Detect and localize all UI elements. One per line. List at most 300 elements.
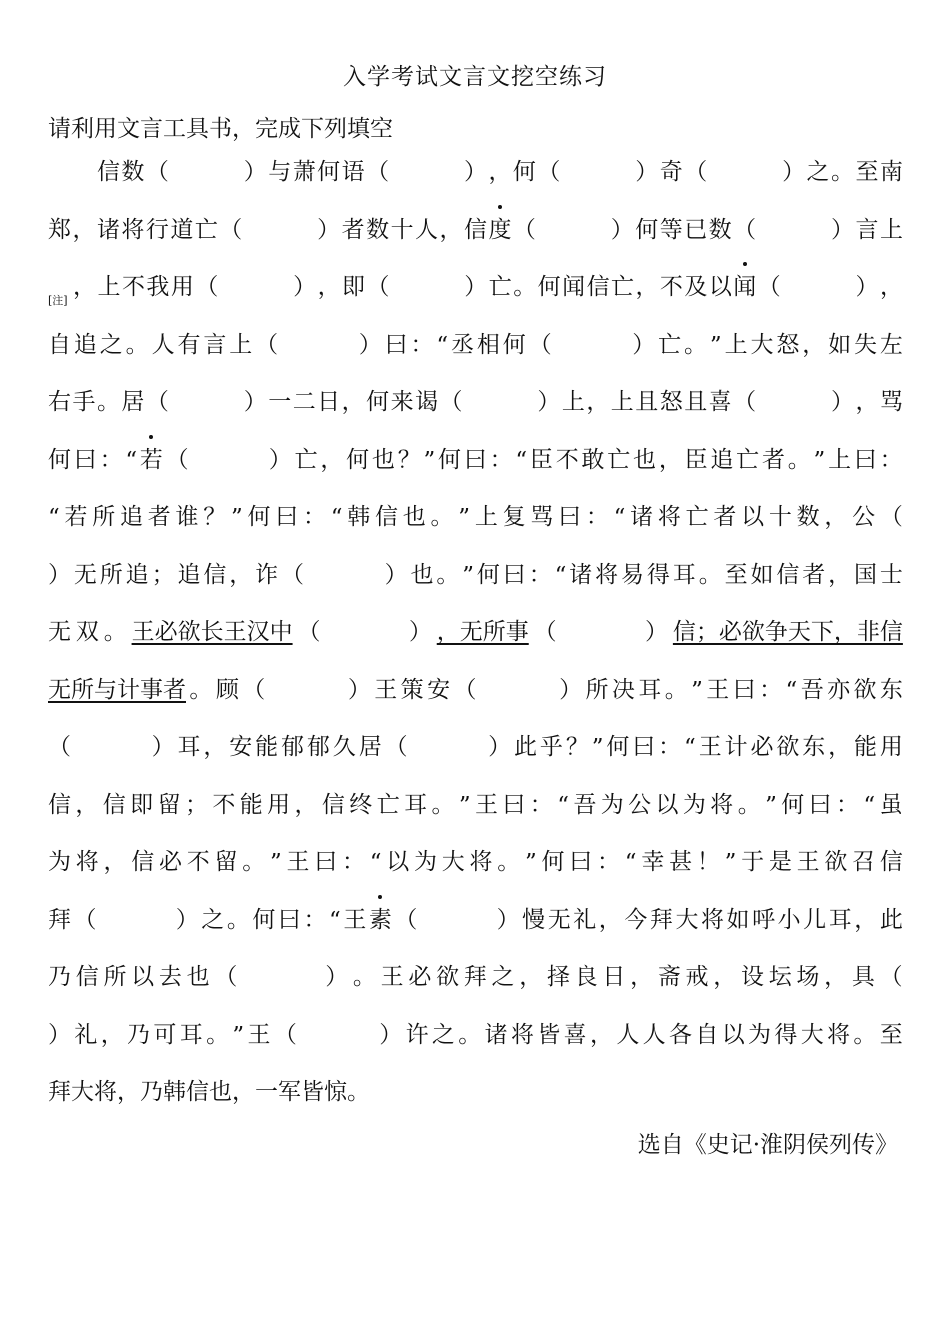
underlined-text: 王必欲长王汉中	[131, 619, 293, 645]
text-char: 何	[317, 159, 341, 185]
text-char: 数	[796, 504, 820, 530]
text-char: “	[330, 505, 343, 531]
text-char	[415, 268, 438, 301]
text-char: 皆	[301, 1079, 324, 1105]
passage-line	[48, 1070, 903, 1106]
text-char: 数	[366, 216, 390, 243]
text-char	[150, 901, 173, 934]
text-char: 萧	[292, 159, 316, 185]
text-char	[440, 268, 463, 301]
text-char: 也	[402, 504, 426, 530]
text-char: ，	[824, 964, 848, 990]
text-char: 良	[574, 964, 598, 990]
text-char	[191, 441, 214, 474]
text-char: 于	[741, 849, 765, 875]
text-char: 语	[341, 159, 365, 185]
text-char: “	[515, 447, 528, 474]
text-char: ！	[696, 849, 720, 875]
text-char	[195, 153, 218, 186]
text-char: 人	[642, 1021, 666, 1048]
text-char	[589, 613, 612, 646]
instruction-text: 请利用文言工具书，完成下列填空	[48, 116, 393, 142]
text-char: 将	[710, 791, 734, 818]
text-char: 士	[879, 561, 903, 588]
text-char: 以	[386, 849, 410, 875]
text-char: 以	[708, 274, 732, 300]
text-char: 将	[595, 561, 619, 588]
text-char: 者	[761, 446, 785, 473]
text-char: 也	[633, 446, 657, 473]
text-char	[126, 728, 149, 761]
passage-line	[48, 438, 903, 474]
text-char: 曰	[275, 504, 299, 530]
text-char	[709, 153, 732, 186]
text-char: 信	[776, 561, 800, 588]
text-char: ，	[439, 216, 463, 243]
text-char: 信	[186, 1079, 209, 1105]
text-char: 信	[321, 791, 345, 818]
text-char: 择	[546, 964, 570, 990]
text-char: 与	[268, 159, 292, 185]
text-char: ？	[397, 446, 421, 473]
text-char: 我	[146, 274, 170, 300]
text-char: ）	[632, 331, 656, 358]
text-char: 无	[73, 561, 97, 588]
text-char: 数	[708, 216, 732, 243]
text-char	[506, 671, 529, 704]
text-char	[100, 728, 123, 761]
text-char: 留	[214, 849, 238, 875]
text-char: 左	[879, 331, 903, 358]
text-char	[580, 326, 603, 359]
text-char: ：	[836, 791, 860, 818]
text-char	[758, 383, 781, 416]
text-char: ：	[879, 446, 903, 473]
text-char: 曰	[314, 849, 338, 875]
passage-line	[48, 495, 903, 531]
text-char	[436, 728, 459, 761]
text-char: 曰	[502, 561, 526, 588]
text-char: “	[125, 447, 138, 474]
text-char: 王	[698, 734, 722, 760]
text-char: 信	[75, 964, 99, 990]
text-char	[555, 326, 578, 359]
text-char: 亡	[658, 331, 682, 358]
text-char: 奇	[659, 159, 683, 185]
text-char: 信	[102, 791, 126, 818]
text-char: ）	[855, 274, 879, 300]
text-char: 大	[800, 1021, 824, 1048]
text-char	[513, 383, 536, 416]
text-char: 曰	[853, 446, 877, 473]
text-char: 日	[602, 964, 626, 990]
text-char: 不	[555, 446, 579, 473]
text-char: ）	[384, 561, 408, 588]
text-char	[562, 153, 585, 186]
text-char: 亡	[488, 274, 512, 300]
text-char: 信	[48, 791, 71, 818]
text-char: 行	[145, 216, 169, 243]
text-char: ，	[294, 791, 318, 818]
text-char: 王	[475, 791, 499, 818]
text-char: 大	[750, 331, 774, 358]
text-char: 谒	[415, 389, 439, 415]
text-char: ：	[759, 676, 783, 703]
text-char: （	[879, 504, 903, 530]
text-char: ：	[342, 849, 366, 875]
text-char: （	[219, 216, 243, 243]
text-char: 者	[802, 561, 826, 588]
text-char: 吾	[573, 791, 597, 818]
text-char: ，	[229, 561, 253, 588]
text-char: 上	[724, 331, 748, 358]
text-char: ，	[75, 791, 99, 818]
text-char: “	[613, 505, 626, 531]
text-char: ）	[831, 389, 854, 415]
text-char: 等	[659, 216, 683, 243]
text-char: ，	[598, 906, 622, 933]
text-char	[782, 383, 805, 416]
text-char	[219, 383, 242, 416]
text-char: 以	[131, 964, 155, 990]
text-char	[606, 326, 629, 359]
text-char: ）	[610, 216, 634, 243]
text-char: 也	[209, 1079, 232, 1105]
passage-line	[48, 725, 903, 761]
text-char: “	[329, 907, 341, 934]
text-char: ，	[828, 734, 852, 760]
text-char: ，	[824, 504, 848, 530]
text-char	[353, 1016, 376, 1049]
text-char: 拜	[48, 1079, 71, 1105]
text-char	[307, 556, 330, 589]
text-char: 何	[502, 331, 526, 358]
text-char: 居	[358, 734, 382, 760]
text-char: 信	[131, 849, 155, 875]
passage-line	[48, 323, 903, 359]
text-char: 将	[657, 504, 681, 530]
text-char: ，	[854, 906, 878, 933]
text-char: 亡	[611, 274, 635, 300]
text-char: “	[436, 332, 449, 359]
text-char: 亡	[736, 446, 760, 473]
text-char	[488, 383, 511, 416]
text-char: ？	[203, 504, 227, 530]
text-char: ）	[645, 619, 669, 645]
text-char: 。	[242, 849, 266, 875]
text-char: 大	[441, 849, 465, 875]
text-char: 信	[203, 561, 227, 588]
text-char: 敢	[581, 446, 605, 473]
text-char: 臣	[684, 446, 708, 473]
text-char: 欲	[776, 734, 800, 760]
text-char: 欲	[853, 676, 877, 703]
text-char: 可	[153, 1021, 177, 1048]
text-char	[561, 613, 584, 646]
text-char: ）	[831, 216, 854, 243]
passage-line	[48, 783, 903, 819]
text-char: 若	[64, 504, 88, 530]
text-char: 上	[561, 389, 585, 415]
text-char: 将	[94, 1079, 117, 1105]
text-char: ”	[525, 850, 537, 876]
text-char: 追	[73, 331, 97, 358]
text-char: 且	[635, 389, 659, 415]
text-char: 不	[212, 791, 236, 818]
text-char	[293, 211, 316, 244]
emphasis-dot-char: 若	[140, 441, 163, 474]
passage-line	[48, 553, 903, 589]
text-char: 如	[750, 561, 774, 588]
passage-line	[48, 840, 903, 876]
text-char: （	[366, 274, 390, 300]
text-char: 何	[606, 734, 630, 760]
text-char: ”	[591, 735, 604, 761]
text-char	[381, 613, 404, 646]
text-char: 拜	[48, 906, 71, 933]
text-char: 一	[268, 389, 292, 415]
text-char: （	[195, 274, 219, 300]
text-char: 有	[177, 331, 201, 358]
text-char	[327, 1016, 350, 1049]
text-char: ）	[243, 389, 267, 415]
text-char: 所	[99, 561, 123, 588]
text-char	[353, 613, 376, 646]
text-char: 将	[510, 1021, 534, 1048]
text-char: 何	[252, 906, 276, 933]
text-char: 是	[768, 849, 792, 875]
text-char: 将	[75, 849, 99, 875]
text-char	[125, 901, 148, 934]
text-char: ）	[559, 676, 583, 703]
text-char: 。	[352, 964, 376, 990]
text-char: 设	[740, 964, 764, 990]
text-char: 礼	[573, 906, 597, 933]
text-char	[533, 671, 556, 704]
text-char: 必	[408, 964, 432, 990]
text-char: （	[453, 676, 477, 703]
text-char: 曰	[808, 791, 832, 818]
text-char: 上	[828, 446, 852, 473]
text-char: ，	[630, 964, 654, 990]
text-char: ）	[268, 446, 292, 473]
text-char: 也	[186, 964, 210, 990]
text-char: ）	[379, 1021, 403, 1048]
text-char: ，	[103, 849, 127, 875]
text-char	[420, 901, 443, 934]
text-char: ：	[303, 906, 327, 933]
text-char: 复	[502, 504, 526, 530]
text-char: 十	[768, 504, 792, 530]
text-char: 双	[75, 619, 99, 645]
text-char: ”	[462, 562, 475, 589]
text-char: （	[757, 274, 781, 300]
text-char: 耳	[177, 734, 201, 760]
text-char	[359, 556, 382, 589]
text-char: 何	[476, 561, 500, 588]
page-title: 入学考试文言文挖空练习	[343, 64, 607, 90]
text-char: 慢	[522, 906, 546, 933]
text-char: 信	[586, 274, 610, 300]
text-char: 拜	[463, 964, 487, 990]
text-char: ，	[117, 1079, 140, 1105]
text-char: 且	[684, 389, 708, 415]
text-char: （	[533, 619, 557, 645]
text-char: ，	[713, 964, 737, 990]
text-char: 为	[600, 791, 624, 818]
text-char: 。	[96, 389, 120, 415]
text-char: 王	[286, 849, 310, 875]
text-char: ；	[151, 561, 175, 588]
text-char: （	[165, 446, 189, 473]
text-char: 言	[855, 216, 879, 243]
text-char: 为	[682, 791, 706, 818]
emphasis-dot-char: 度	[488, 211, 511, 244]
text-char: 。	[513, 274, 537, 300]
text-char: ，	[658, 446, 682, 473]
text-char: 亡	[194, 216, 218, 243]
text-char: 何	[48, 446, 71, 473]
text-char: （	[439, 389, 463, 415]
text-char: 用	[879, 734, 903, 760]
text-char: 无	[48, 619, 71, 645]
text-char	[415, 153, 438, 186]
text-char: （	[537, 159, 561, 185]
underlined-text: 信；必欲争天下，非信	[672, 619, 903, 645]
text-char	[333, 556, 356, 589]
text-char	[831, 268, 854, 301]
text-char: 臣	[529, 446, 553, 473]
text-char: ：	[585, 504, 609, 530]
text-char: 乃	[140, 1079, 163, 1105]
text-char: 道	[170, 216, 194, 243]
text-char: ，	[73, 274, 97, 300]
text-char	[307, 326, 330, 359]
text-char: ；	[184, 791, 208, 818]
text-char	[807, 383, 830, 416]
text-char: 斋	[657, 964, 681, 990]
text-char	[333, 326, 356, 359]
text-char: 怒	[659, 389, 683, 415]
text-char	[170, 383, 193, 416]
text-char: 自	[695, 1021, 719, 1048]
text-char: 郁	[306, 734, 330, 760]
text-char: ，	[519, 964, 543, 990]
text-char	[300, 1016, 323, 1049]
text-char: （	[73, 906, 97, 933]
text-char	[391, 268, 414, 301]
text-char: ：	[597, 849, 621, 875]
text-char: ，	[320, 446, 344, 473]
text-char: 居	[121, 389, 145, 415]
text-char	[758, 211, 781, 244]
text-char: 来	[390, 389, 414, 415]
text-char: 亦	[827, 676, 851, 703]
text-char: 诈	[255, 561, 279, 588]
text-char	[217, 441, 240, 474]
text-char: ）	[496, 906, 520, 933]
text-char: 言	[203, 331, 227, 358]
text-char: 即	[342, 274, 366, 300]
text-char: 东	[802, 734, 826, 760]
text-char: 。	[787, 446, 811, 473]
text-char: ”	[423, 447, 436, 474]
text-char: 场	[796, 964, 820, 990]
text-char: ）	[463, 159, 487, 185]
text-char: ）	[325, 964, 349, 990]
text-char: 右	[48, 389, 71, 415]
text-char: 甚	[669, 849, 693, 875]
text-char: ”	[232, 1022, 245, 1049]
text-char: （	[733, 216, 757, 243]
text-char	[586, 211, 609, 244]
text-char: 欲	[824, 849, 848, 875]
text-char: 惊	[324, 1079, 347, 1105]
text-char: 不	[186, 849, 210, 875]
text-char: 及	[684, 274, 708, 300]
text-char: 耳	[828, 906, 852, 933]
text-char: ，	[828, 561, 852, 588]
text-char: 策	[400, 676, 424, 703]
text-char: ，	[232, 1079, 255, 1105]
text-char: ）	[537, 389, 561, 415]
text-char: 如	[726, 906, 750, 933]
text-char: “	[554, 562, 567, 589]
text-char: ，	[586, 389, 610, 415]
text-char: （	[366, 159, 390, 185]
text-char: 何	[366, 389, 390, 415]
text-char: 礼	[74, 1021, 98, 1048]
text-char: 者	[147, 504, 171, 530]
text-char: 用	[170, 274, 194, 300]
text-char	[758, 153, 781, 186]
text-char: 。	[189, 676, 213, 703]
text-char: ”	[765, 792, 777, 819]
text-char: 。	[458, 1021, 482, 1048]
text-char: 此	[514, 734, 538, 760]
text-char: 具	[851, 964, 875, 990]
text-char: 决	[611, 676, 635, 703]
text-char: 王	[796, 849, 820, 875]
text-char: “	[369, 850, 382, 876]
passage-line	[48, 150, 903, 186]
text-char: 何	[247, 504, 271, 530]
text-char: 何	[438, 446, 462, 473]
text-char: （	[281, 561, 305, 588]
text-char: 信	[463, 216, 487, 243]
text-char: 召	[852, 849, 876, 875]
text-char: 所	[103, 964, 127, 990]
text-char: 国	[854, 561, 878, 588]
text-char: 呼	[752, 906, 776, 933]
text-char: 亡	[376, 791, 400, 818]
text-char: 以	[741, 504, 765, 530]
text-char	[807, 268, 830, 301]
text-char: （	[879, 964, 903, 990]
text-char: 曰	[384, 331, 408, 358]
passage-line: [注] ， 上 不 我 用 （ ） ， 即 （ ） 亡 。 何 闻 信 亡 ， 不 及 以 闻 （ ） ，	[48, 265, 903, 301]
text-char	[471, 901, 494, 934]
text-char: 之	[431, 1021, 455, 1048]
text-char: ”	[231, 505, 243, 531]
text-char: 喜	[708, 389, 732, 415]
text-char: ，	[488, 159, 512, 185]
text-char	[243, 441, 266, 474]
text-char: 至	[855, 159, 879, 185]
text-char	[244, 268, 267, 301]
text-char: （	[242, 676, 266, 703]
text-char	[242, 958, 265, 991]
